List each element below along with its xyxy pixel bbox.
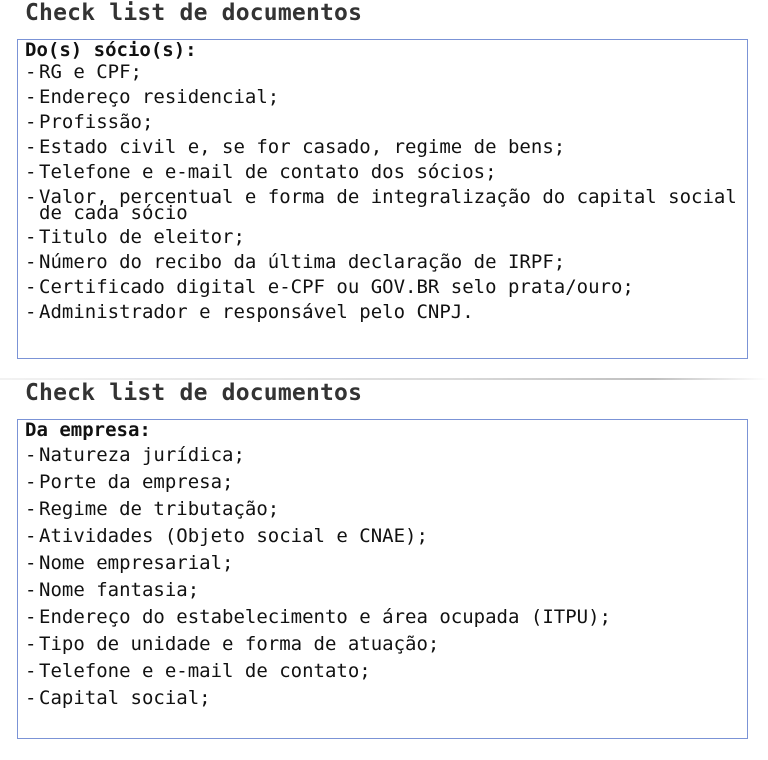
list-item [25, 606, 745, 628]
list-item-text: Telefone e e-mail de contato dos sócios; [39, 161, 497, 183]
checklist-items [25, 61, 745, 323]
list-item-text: Administrador e responsável pelo CNPJ. [39, 301, 474, 323]
checklist-items [25, 444, 745, 709]
list-item-text: Regime de tributação; [39, 498, 280, 520]
bullet-dash: - [25, 301, 37, 323]
list-item [25, 444, 745, 466]
list-item [25, 61, 745, 83]
bullet-dash: - [25, 687, 37, 709]
bullet-dash: - [25, 226, 37, 248]
bullet-dash: - [25, 471, 37, 493]
list-item-text: Tipo de unidade e forma de atuação; [39, 633, 440, 655]
list-item-text: Nome fantasia; [39, 579, 200, 601]
bullet-dash: - [25, 633, 37, 655]
list-item-text: Atividades (Objeto social e CNAE); [39, 525, 428, 547]
bullet-dash: - [25, 61, 37, 83]
bullet-dash: - [25, 161, 37, 183]
list-item-text: Profissão; [39, 111, 154, 133]
list-item [25, 86, 745, 108]
list-item [25, 301, 745, 323]
list-item-text: Telefone e e-mail de contato; [39, 660, 371, 682]
checklist-card-socios [0, 0, 768, 378]
list-item [25, 136, 745, 158]
bullet-dash: - [25, 579, 37, 601]
bullet-dash: - [25, 251, 37, 273]
list-item-text: Endereço do estabelecimento e área ocupada (ITPU); [39, 606, 611, 628]
bullet-dash: - [25, 276, 37, 298]
list-item-text: Valor, percentual e forma de integralização do capital social de cada sócio [39, 186, 737, 224]
list-item [25, 660, 745, 682]
list-item-text: Natureza jurídica; [39, 444, 245, 466]
bullet-dash: - [25, 552, 37, 574]
section-title: Check list de documentos [25, 0, 363, 26]
list-item [25, 161, 745, 183]
list-item-text: Capital social; [39, 687, 211, 709]
list-item [25, 226, 745, 248]
bullet-dash: - [25, 86, 37, 108]
list-item [25, 579, 745, 601]
checklist-box [17, 39, 748, 359]
bullet-dash: - [25, 111, 37, 133]
list-item-text: Endereço residencial; [39, 86, 280, 108]
list-item [25, 633, 745, 655]
list-item [25, 251, 745, 273]
section-title: Check list de documentos [25, 380, 363, 406]
bullet-dash: - [25, 444, 37, 466]
bullet-dash: - [25, 186, 37, 208]
bullet-dash: - [25, 660, 37, 682]
bullet-dash: - [25, 136, 37, 158]
checklist-card-empresa [0, 380, 768, 758]
bullet-dash: - [25, 525, 37, 547]
bullet-dash: - [25, 606, 37, 628]
list-item-text: Porte da empresa; [39, 471, 234, 493]
list-item [25, 276, 745, 298]
list-item [25, 111, 745, 133]
list-item [25, 498, 745, 520]
list-item [25, 552, 745, 574]
list-item-text: Certificado digital e-CPF ou GOV.BR selo prata/ouro; [39, 276, 634, 298]
list-item-text: Nome empresarial; [39, 552, 234, 574]
list-item-text: Estado civil e, se for casado, regime de bens; [39, 136, 566, 158]
list-item [25, 525, 745, 547]
bullet-dash: - [25, 498, 37, 520]
list-item-text: Número do recibo da última declaração de IRPF; [39, 251, 566, 273]
section-heading: Do(s) sócio(s): [25, 39, 197, 61]
checklist-box [17, 419, 748, 739]
list-item [25, 687, 745, 709]
section-heading: Da empresa: [25, 419, 151, 441]
list-item-text: Titulo de eleitor; [39, 226, 245, 248]
list-item-text: RG e CPF; [39, 61, 142, 83]
list-item [25, 186, 745, 224]
list-item [25, 471, 745, 493]
